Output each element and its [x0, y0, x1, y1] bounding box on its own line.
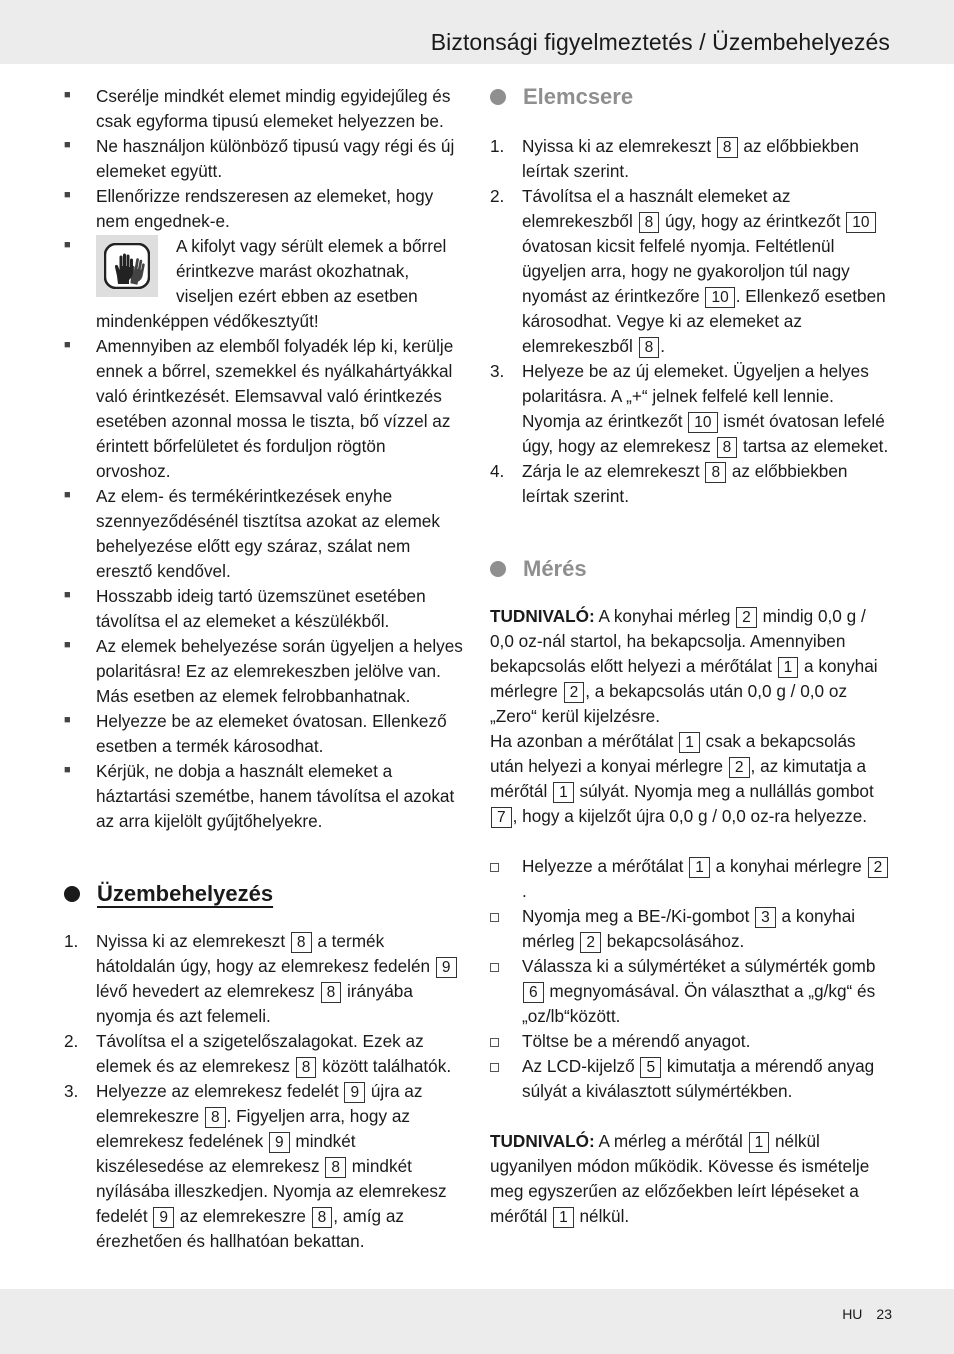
- ref-number-box: 10: [846, 212, 875, 233]
- ref-number-box: 2: [736, 607, 757, 628]
- ref-number-box: 8: [705, 462, 726, 483]
- ref-number-box: 8: [205, 1107, 226, 1128]
- section-heading-measure: [490, 556, 890, 581]
- page-number: 23: [876, 1306, 892, 1322]
- ref-number-box: 1: [689, 857, 710, 878]
- list-item: Helyezze a mérőtálat 1 a konyhai mérlegre 2.: [490, 854, 890, 904]
- ref-number-box: 5: [640, 1057, 661, 1078]
- bullet-icon: [64, 759, 96, 784]
- setup-steps: [64, 929, 464, 1254]
- bullet-icon: [64, 334, 96, 359]
- ref-number-box: 8: [717, 437, 738, 458]
- bullet-dot-icon: [490, 561, 506, 577]
- list-item: 2. Távolítsa el a szigetelőszalagokat. Ezek az elemek és az elemrekesz 8 között találhatók.: [64, 1031, 452, 1076]
- ref-number-box: 6: [523, 982, 544, 1003]
- bullet-icon: [64, 184, 96, 209]
- safety-list: [64, 84, 464, 834]
- header-bar: [0, 0, 954, 64]
- ref-number-box: 8: [296, 1057, 317, 1078]
- checkbox-square-icon: [490, 1063, 499, 1072]
- bullet-icon: [64, 234, 96, 259]
- battery-steps: [490, 134, 890, 509]
- checkbox-square-icon: [490, 963, 499, 972]
- list-item: Válassza ki a súlymértéket a súlymérték gomb 6 megnyomásával. Ön választhat a „g/kg“ és „oz/lb“között.: [490, 954, 890, 1029]
- list-item: ■ A kifolyt vagy sérült elemek a bőrrel érintkezve marást okozhatnak, viseljen ezért ebben az esetben mindenképpen védőkesztyűt!: [64, 234, 464, 334]
- ref-number-box: 1: [679, 732, 700, 753]
- section-title: Üzembehelyezés: [97, 881, 274, 906]
- ref-number-box: 8: [325, 1157, 346, 1178]
- section-title: Elemcsere: [523, 84, 634, 109]
- ref-number-box: 10: [705, 287, 734, 308]
- bullet-dot-icon: [490, 89, 506, 105]
- ref-number-box: 9: [153, 1207, 174, 1228]
- list-item: ■ Amennyiben az elemből folyadék lép ki, kerülje ennek a bőrrel, szemekkel és nyálkahártyákkal való érintkezését. Elemsavval való érintkezés esetében azonnal mossa le tiszta, bő vízzel az érintett bőrfelületet és forduljon rögtön orvoshoz.: [64, 334, 464, 484]
- list-item: ■ Ne használjon különböző tipusú vagy régi és új elemeket együtt.: [64, 134, 464, 184]
- bullet-icon: [64, 484, 96, 509]
- list-item: ■ Az elem- és termékérintkezések enyhe szennyeződésénél tisztítsa azokat az elemek behelyezése előtt egy száraz, szálat nem eresztő kendővel.: [64, 484, 464, 584]
- section-heading-battery: [490, 84, 890, 109]
- ref-number-box: 1: [553, 782, 574, 803]
- bullet-icon: [64, 584, 96, 609]
- page-title: Biztonsági figyelmeztetés / Üzembehelyezés: [430, 29, 890, 55]
- ref-number-box: 8: [312, 1207, 333, 1228]
- list-item: 4. Zárja le az elemrekeszt 8 az előbbiekben leírtak szerint.: [490, 461, 848, 506]
- checkbox-square-icon: [490, 1038, 499, 1047]
- ref-number-box: 8: [291, 932, 312, 953]
- bullet-icon: [64, 634, 96, 659]
- list-item: ■ Ellenőrizze rendszeresen az elemeket, hogy nem engednek-e.: [64, 184, 464, 234]
- language-code: HU: [842, 1306, 863, 1322]
- section-title: Mérés: [523, 556, 587, 581]
- ref-number-box: 2: [729, 757, 750, 778]
- list-item: ■ Cserélje mindkét elemet mindig egyidejűleg és csak egyforma tipusú elemeket helyezzen be.: [64, 84, 464, 134]
- section-heading-setup: [64, 881, 464, 906]
- list-item: 1. Nyissa ki az elemrekeszt 8 a termék hátoldalán úgy, hogy az elemrekesz fedelén 9 lévő hevedert az elemrekesz 8 irányába nyomja és azt felemeli.: [64, 929, 464, 1029]
- ref-number-box: 2: [580, 932, 601, 953]
- list-item: ■ Az elemek behelyezése során ügyeljen a helyes polaritásra! Ez az elemrekeszben jelölve van. Más esetben az elemek felrobbanhatnak.: [64, 634, 464, 709]
- ref-number-box: 9: [269, 1132, 290, 1153]
- list-item: ■ Hosszabb ideig tartó üzemszünet esetében távolítsa el az elemeket a készülékből.: [64, 584, 464, 634]
- bullet-icon: [64, 134, 96, 159]
- ref-number-box: 7: [491, 807, 512, 828]
- ref-number-box: 1: [749, 1132, 770, 1153]
- checkbox-square-icon: [490, 863, 499, 872]
- list-item: Töltse be a mérendő anyagot.: [490, 1029, 890, 1054]
- ref-number-box: 3: [755, 907, 776, 928]
- ref-number-box: 10: [688, 412, 717, 433]
- list-item: 1. Nyissa ki az elemrekeszt 8 az előbbiekben leírtak szerint.: [490, 136, 859, 181]
- ref-number-box: 8: [321, 982, 342, 1003]
- ref-number-box: 1: [778, 657, 799, 678]
- ref-number-box: 8: [639, 337, 660, 358]
- bullet-icon: [64, 84, 96, 109]
- ref-number-box: 8: [639, 212, 660, 233]
- ref-number-box: 8: [717, 137, 738, 158]
- list-item: 2. Távolítsa el a használt elemeket az elemrekeszből 8 úgy, hogy az érintkezőt 10 óvatosan kicsit felfelé nyomja. Feltétlenül ügyeljen arra, hogy ne gyakoroljon túl nagy nyomást az érintkezőre 10 . Ellenkező esetben károsodhat. Vegye ki az elemeket az elemrekeszből 8 .: [490, 186, 886, 356]
- paragraph: Ha azonban a mérőtálat 1 csak a bekapcsolás után helyezi a konyai mérlegre 2 , az kimutatja a mérőtál 1 súlyát. Nyomja meg a nullállás gombot 7 , hogy a kijelzőt újra 0,0 g / 0,0 oz-ra helyezze.: [490, 731, 874, 826]
- checkbox-square-icon: [490, 913, 499, 922]
- footer: [828, 1306, 892, 1322]
- list-item: Nyomja meg a BE-/Ki-gombot 3 a konyhai mérleg 2 bekapcsolásához.: [490, 904, 890, 954]
- list-item: Az LCD-kijelző 5 kimutatja a mérendő anyag súlyát a kiválasztott súlymértékben.: [490, 1054, 890, 1104]
- note-paragraph: TUDNIVALÓ: A mérleg a mérőtál 1 nélkül ugyanilyen módon működik. Kövesse és ismételje meg egyszerűen az előzőekben leírt lépéseket a mérőtál 1 nélkül.: [490, 1131, 870, 1226]
- glove-icon: [96, 235, 158, 297]
- ref-number-box: 9: [436, 957, 457, 978]
- list-item: ■ Helyezze be az elemeket óvatosan. Ellenkező esetben a termék károsodhat.: [64, 709, 464, 759]
- footer-bar: [0, 1289, 954, 1354]
- bullet-icon: [64, 709, 96, 734]
- measure-steps: [490, 854, 890, 1104]
- note-paragraph: TUDNIVALÓ: A konyhai mérleg 2 mindig 0,0 g / 0,0 oz-nál startol, ha bekapcsolja. Amennyiben bekapcsolás előtt helyezi a mérőtálat 1 a konyhai mérlegre 2 , a bekapcsolás után 0,0 g / 0,0 oz „Zero“ kerül kijelzésre.: [490, 606, 878, 726]
- list-item: 3. Helyeze be az új elemeket. Ügyeljen a helyes polaritásra. A „+“ jelnek felfelé kell lennie. Nyomja az érintkezőt 10 ismét óvatosan lefelé úgy, hogy az elemrekesz 8 tartsa az elemeket.: [490, 361, 889, 456]
- ref-number-box: 2: [564, 682, 585, 703]
- bullet-dot-icon: [64, 886, 80, 902]
- ref-number-box: 2: [868, 857, 889, 878]
- list-item: 3. Helyezze az elemrekesz fedelét 9 újra az elemrekeszre 8 . Figyeljen arra, hogy az elemrekesz fedelének 9 mindkét kiszélesedése az elemrekesz 8 mindkét nyílásába illeszkedjen. Nyomja az elemrekesz fedelét 9 az elemrekeszre 8 , amíg az érezhetően és hallhatóan bekattan.: [64, 1081, 447, 1251]
- ref-number-box: 9: [344, 1082, 365, 1103]
- list-item: ■ Kérjük, ne dobja a használt elemeket a háztartási szemétbe, hanem távolítsa el azokat az arra kijelölt gyűjtőhelyekre.: [64, 759, 464, 834]
- ref-number-box: 1: [553, 1207, 574, 1228]
- left-column: [64, 84, 464, 1254]
- right-column: [490, 84, 890, 1229]
